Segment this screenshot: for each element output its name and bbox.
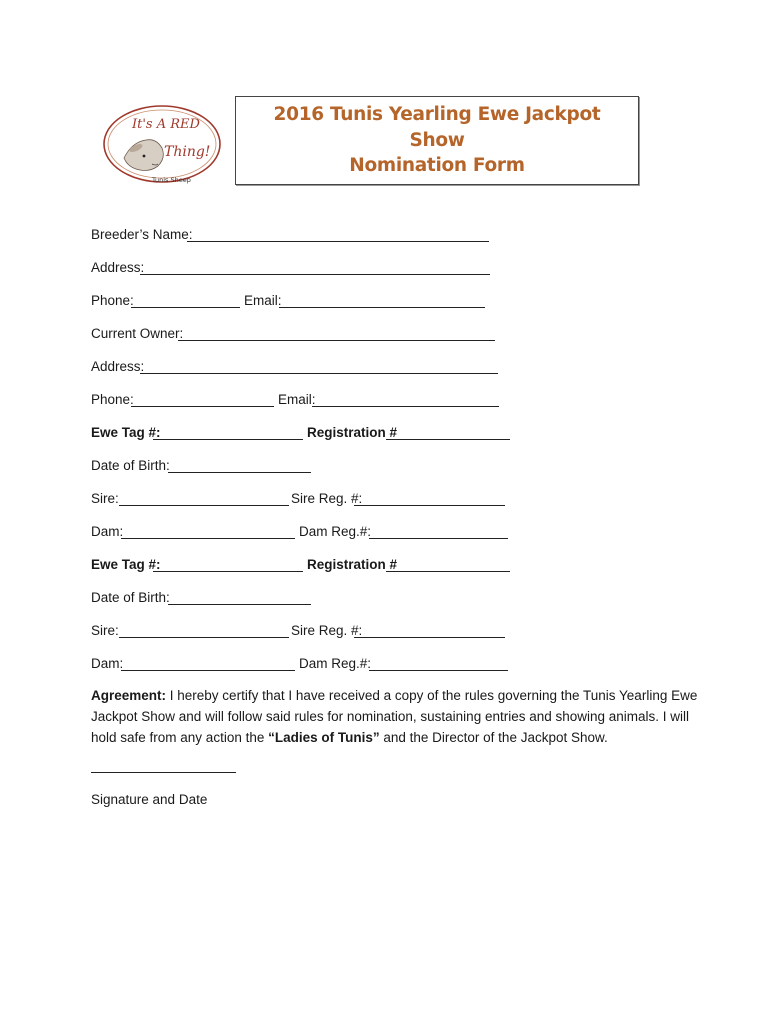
- owner-phone-field[interactable]: [131, 406, 274, 407]
- ewe2-dob-label: Date of Birth:: [91, 590, 170, 605]
- breeder-address-field[interactable]: [140, 274, 490, 275]
- breeder-name-field[interactable]: [187, 241, 489, 242]
- ewe2-dob-field[interactable]: [168, 604, 311, 605]
- logo-caption: Tunis Sheep: [152, 176, 191, 184]
- agreement-line-3-start: hold safe from any action the: [91, 730, 269, 745]
- ewe1-dam-field[interactable]: [121, 538, 295, 539]
- logo-text-line1: It's A RED: [132, 117, 200, 132]
- ewe2-dam-reg-field[interactable]: [369, 670, 508, 671]
- signature-field[interactable]: [91, 772, 236, 773]
- ewe2-registration-label: Registration #: [307, 557, 398, 572]
- ewe1-dob-field[interactable]: [168, 472, 311, 473]
- signature-label: Signature and Date: [91, 792, 208, 807]
- ewe1-dam-label: Dam:: [91, 524, 124, 539]
- ewe1-sire-field[interactable]: [119, 505, 289, 506]
- breeder-name-label: Breeder’s Name:: [91, 227, 193, 242]
- owner-field[interactable]: [178, 340, 495, 341]
- ewe2-sire-reg-field[interactable]: [354, 637, 505, 638]
- ewe1-dob-label: Date of Birth:: [91, 458, 170, 473]
- breeder-address-label: Address:: [91, 260, 145, 275]
- ewe1-sire-reg-label: Sire Reg. #:: [291, 491, 363, 506]
- ewe2-sire-field[interactable]: [119, 637, 289, 638]
- title-line-2: Show: [409, 130, 465, 151]
- ewe2-dam-label: Dam:: [91, 656, 124, 671]
- ewe2-sire-label: Sire:: [91, 623, 119, 638]
- ewe2-dam-field[interactable]: [121, 670, 295, 671]
- ewe1-registration-label: Registration #: [307, 425, 398, 440]
- title-line-1: 2016 Tunis Yearling Ewe Jackpot: [273, 104, 601, 125]
- agreement-heading: Agreement:: [91, 688, 167, 703]
- ewe1-sire-label: Sire:: [91, 491, 119, 506]
- owner-phone-label: Phone:: [91, 392, 134, 407]
- agreement-line-1: I hereby certify that I have received a copy of the rules governing the Tunis Yearling Ewe: [169, 688, 698, 703]
- title-box: [235, 96, 639, 185]
- title-line-3: Nomination Form: [349, 155, 525, 176]
- ewe2-dam-reg-label: Dam Reg.#:: [299, 656, 372, 671]
- logo-text-line2: Thing!: [164, 144, 211, 160]
- owner-label: Current Owner:: [91, 326, 184, 341]
- agreement-paragraph: [91, 685, 698, 748]
- ewe1-dam-reg-label: Dam Reg.#:: [299, 524, 372, 539]
- ewe2-tag-label: Ewe Tag #:: [91, 557, 161, 572]
- ewe2-sire-reg-label: Sire Reg. #:: [291, 623, 363, 638]
- ewe1-sire-reg-field[interactable]: [354, 505, 505, 506]
- breeder-email-label: Email:: [244, 293, 282, 308]
- ewe1-tag-label: Ewe Tag #:: [91, 425, 161, 440]
- breeder-email-field[interactable]: [279, 307, 485, 308]
- breeder-phone-label: Phone:: [91, 293, 134, 308]
- agreement-line-2: Jackpot Show and will follow said rules for nomination, sustaining entries and showing animals. I will: [91, 709, 690, 724]
- owner-email-field[interactable]: [312, 406, 499, 407]
- ewe1-tag-field[interactable]: [153, 439, 303, 440]
- owner-address-label: Address:: [91, 359, 145, 374]
- ewe2-tag-field[interactable]: [153, 571, 303, 572]
- ewe1-dam-reg-field[interactable]: [369, 538, 508, 539]
- breeder-phone-field[interactable]: [131, 307, 240, 308]
- agreement-line-3-end: and the Director of the Jackpot Show.: [379, 730, 608, 745]
- owner-address-field[interactable]: [140, 373, 498, 374]
- tunis-sheep-logo-icon: [100, 102, 224, 188]
- ewe1-registration-field[interactable]: [386, 439, 510, 440]
- owner-email-label: Email:: [278, 392, 316, 407]
- ladies-of-tunis-text: “Ladies of Tunis”: [268, 730, 380, 745]
- ewe2-registration-field[interactable]: [386, 571, 510, 572]
